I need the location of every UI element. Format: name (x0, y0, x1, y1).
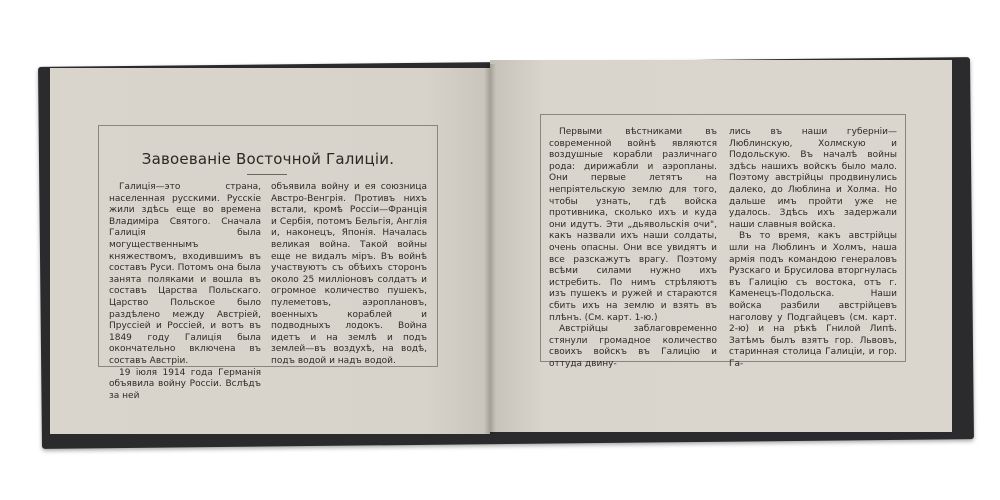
left-text-frame (98, 125, 438, 401)
paragraph: Галицiя—это страна, населенная русскими. Русскiе жили здѣсь еще во времена Владимiра Святого. Сначала Галицiя была могущественнымъ княжествомъ, входившимъ въ составъ Руси. Потомъ она была занята поляками и вошла въ составъ Царства Польскаго. Царство Польское было раздѣлено между Австрiей, Пруссiей и Россiей, и вотъ въ 1849 году Галицiя была окончательно включена въ составъ Австрiи. (109, 182, 261, 366)
right-column-1 (549, 127, 717, 370)
left-page (50, 68, 490, 434)
paragraph: 19 iюля 1914 года Германiя объявила войну Россiи. Вслѣдъ за ней (109, 367, 261, 401)
right-text-frame (540, 114, 906, 369)
paragraph: Первыми вѣстниками въ современной войнѣ являются воздушные корабли различнаго рода: дирижабли и аэропланы. Они первые летятъ на непрiятельскую землю для того, чтобы узнать, гдѣ войска противника, сколько ихъ и куда они идутъ. Эти „дьявольскiя очи", какъ назвали ихъ наши солдаты, очень опасны. Они все увидятъ и все разскажутъ врагу. Поэтому всѣми силами нужно ихъ истребить. По нимъ стрѣляютъ изъ пушекъ и ружей и стараются сбить ихъ на землю и взять въ плѣнъ. (См. карт. 1-ю.) (549, 127, 717, 323)
right-page (490, 60, 952, 432)
title-rule (247, 174, 287, 175)
book-spine-gutter (484, 64, 496, 434)
paragraph: объявила войну и ея союзница Австро-Венгрiя. Противъ нихъ встали, кромѣ Россiи—Францiя и Сербiя, потомъ Бельгiя, Англiя и, наконецъ, Японiя. Началась великая война. Такой войны еще не видалъ мiръ. Въ войнѣ участвуютъ съ обѣихъ сторонъ около 25 миллiоновъ солдатъ и огромное количество пушекъ, пулеметовъ, аэроплановъ, военныхъ кораблей и подводныхъ лодокъ. Война идетъ и на землѣ и подъ землей—въ воздухѣ, на водѣ, подъ водой и надъ водой. (271, 182, 427, 366)
right-column-2 (729, 127, 897, 370)
page-title: Завоеванiе Восточной Галицiи. (141, 150, 395, 168)
left-column-1 (109, 182, 261, 402)
paragraph: Въ то время, какъ австрiйцы шли на Люблинъ и Холмъ, наша армiя подъ командою генераловъ Рузскаго и Брусилова вторгнулась въ Галицiю съ востока, отъ г. Каменецъ-Подольска. Наши войска разбили австрiйцевъ наголову у Подгайцевъ (см. карт. 2-ю) и на рѣкѣ Гнилой Липѣ. Затѣмъ былъ взятъ гор. Львовъ, старинная столица Галицiи, и гор. Га- (729, 231, 897, 369)
left-column-2 (271, 182, 427, 368)
paragraph: Австрiйцы заблаговременно стянули громадное количество своихъ войскъ въ Галицiю и оттуда двину- (549, 324, 717, 369)
paragraph: лись въ наши губернiи—Люблинскую, Холмскую и Подольскую. Въ началѣ войны здѣсь нашихъ войскъ было мало. Поэтому австрiйцы продвинулись далеко, до Люблина и Холма. Но дальше имъ пройти уже не удалось. Здѣсь ихъ задержали наши славныя войска. (729, 127, 897, 230)
